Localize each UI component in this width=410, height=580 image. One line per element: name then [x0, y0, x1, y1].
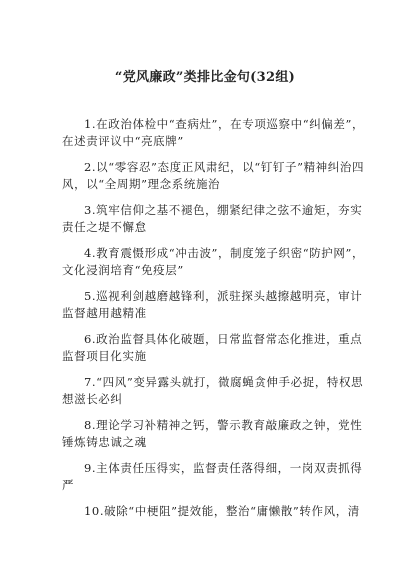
list-item — [62, 202, 362, 236]
list-item-line: 10.破除“中梗阻”提效能，整治“庸懒散”转作风，清 — [84, 504, 360, 518]
list-item — [62, 417, 362, 451]
list-item-line: 8.理论学习补精神之钙，警示教育敲廉政之钟，党性 — [84, 418, 363, 432]
list-item-continuation: 责任之堤不懈怠 — [62, 220, 147, 234]
list-item-line: 6.政治监督具体化破题，日常监督常态化推进，重点 — [84, 332, 363, 346]
list-item-line: 7.“四风”变异露头就打，微腐蝇贪伸手必捉，特权思 — [84, 375, 364, 389]
list-item-continuation: 锤炼铸忠诚之魂 — [62, 435, 147, 449]
list-item — [62, 288, 362, 322]
list-item-continuation: 在述责评议中“亮底牌” — [62, 134, 184, 148]
list-item-continuation: 想滋长必纠 — [62, 392, 123, 406]
list-item — [62, 374, 362, 408]
list-item-line: 4.教育震慑形成“冲击波”，制度笼子织密“防护网”， — [84, 246, 365, 260]
list-item-continuation: 风，以“全周期”理念系统施治 — [62, 177, 221, 191]
list-item-line: 9.主体责任压得实，监督责任落得细，一岗双责抓得 — [84, 461, 363, 475]
quote-list — [62, 116, 365, 529]
list-item-continuation: 文化浸润培育“免疫层” — [62, 263, 184, 277]
document-title: “党风廉政”类排比金句(32组) — [114, 70, 296, 85]
list-item-line: 3.筑牢信仰之基不褪色，绷紧纪律之弦不逾矩，夯实 — [84, 203, 363, 217]
list-item-line: 2.以“零容忍”态度正风肃纪，以“钉钉子”精神纠治四 — [84, 160, 365, 174]
list-item-continuation: 严 — [62, 478, 75, 492]
list-item — [62, 159, 365, 193]
list-item — [62, 460, 362, 494]
list-item-continuation: 监督越用越精准 — [62, 306, 147, 320]
list-item-line: 1.在政治体检中“查病灶”，在专项巡察中“纠偏差”， — [84, 117, 365, 131]
list-item-continuation: 监督项目化实施 — [62, 349, 147, 363]
list-item — [62, 245, 365, 279]
list-item — [62, 331, 362, 365]
list-item-line: 5.巡视利剑越磨越锋利，派驻探头越擦越明亮，审计 — [84, 289, 363, 303]
list-item — [62, 116, 365, 150]
list-item — [62, 503, 362, 520]
